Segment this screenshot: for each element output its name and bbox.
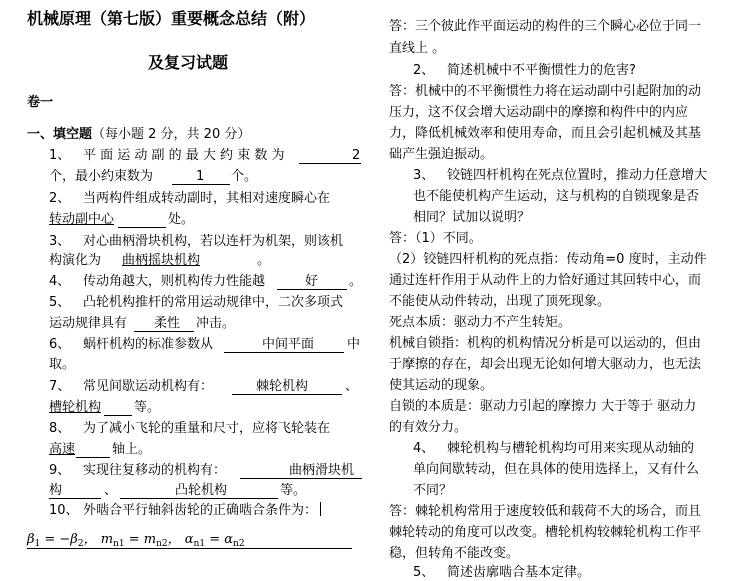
- q1-text-b: 个，最小约束数为: [49, 169, 154, 184]
- formula-underline: [27, 548, 352, 549]
- rq2-num: 2、: [413, 63, 435, 78]
- q9-answer-a2: 构: [49, 483, 63, 498]
- section-heading: [27, 126, 250, 143]
- q1-num: 1、: [49, 148, 71, 163]
- q9-text-a: 实现往复移动的机构有：: [83, 463, 227, 478]
- rq5-text: 简述齿廓啮合基本定律。: [447, 565, 591, 580]
- rq5-num: 5、: [413, 565, 435, 580]
- q3-text-b: 构演化为: [49, 253, 102, 268]
- rq4-line-c: 不同？: [413, 483, 453, 498]
- alpha-symbol: α: [184, 532, 194, 547]
- q10-text-a: [83, 502, 321, 519]
- ans4-line-a: 答：棘轮机构常用于速度较低和载荷不大的场合，而且: [389, 504, 702, 519]
- alpha-sub-1: n1: [193, 539, 206, 549]
- section-note: （每小题 2 分，共 20 分）: [92, 127, 251, 142]
- q4-num: 4、: [49, 274, 71, 289]
- q5-text-b: 运动规律具有: [49, 316, 128, 331]
- formula-eq-2: = m: [128, 532, 157, 547]
- m-symbol: m: [100, 532, 114, 547]
- q2-blank: [118, 227, 166, 228]
- q8-blank: [76, 457, 110, 458]
- formula-eq-1: = −β: [44, 532, 78, 547]
- beta-sub-2: 2: [77, 539, 84, 549]
- beta-sub-1: 1: [34, 539, 41, 549]
- ans1-line-a: 答：三个彼此作平面运动的构件的三个瞬心必位于同一: [389, 19, 702, 34]
- ans3-line-j: 的有效分力。: [389, 420, 468, 435]
- q6-text-c: 取。: [49, 357, 76, 372]
- doc-title-line1: 机械原理（第七版）重要概念总结（附）: [27, 9, 316, 28]
- q1-text-c: 个。: [231, 169, 258, 184]
- ans3-line-b: （2）铰链四杆机构的死点指：传动角=0 度时，主动件: [389, 252, 707, 267]
- formula-sep-1: ，: [83, 532, 97, 547]
- rq2-text: 简述机械中不平衡惯性力的危害?: [447, 63, 636, 78]
- q3-text-a: 对心曲柄滑块机构，若以连杆为机架，则该机: [83, 234, 344, 249]
- q5-text-a: 凸轮机构推杆的常用运动规律中，二次多项式: [83, 295, 344, 310]
- ans2-line-b: 压力，这不仅会增大运动副中的摩擦和构件中的内应: [389, 105, 689, 120]
- q2-text-b: 处。: [168, 212, 195, 227]
- q2-num: 2、: [49, 191, 71, 206]
- m-sub-1: n1: [113, 539, 125, 549]
- q8-answer: 高速: [49, 442, 76, 457]
- q5-text-c: 冲击。: [196, 316, 236, 331]
- q6-answer: 中间平面: [262, 337, 315, 352]
- alpha-sub-2: n2: [233, 539, 245, 549]
- q6-text-b: 中: [347, 337, 361, 352]
- q1-text-a: 平 面 运 动 副 的 最 大 约 束 数 为: [83, 148, 285, 163]
- ans3-line-d: 不能使从动件转动，出现了顶死现象。: [389, 294, 611, 309]
- q4-answer: 好: [305, 274, 319, 289]
- q9-answer-a: 曲柄滑块机: [289, 463, 355, 478]
- q10-num: 10、: [49, 503, 79, 518]
- q7-blank-b: [104, 415, 132, 416]
- q3-answer: 曲柄摇块机构: [122, 253, 201, 268]
- q4-text-b: 。: [349, 274, 363, 289]
- rq3-line-b: 也不能使机构产生运动，这与机构的自锁现象是否: [413, 189, 700, 204]
- q8-text-b: 轴上。: [112, 442, 152, 457]
- doc-title-line2: 及复习试题: [148, 53, 229, 72]
- m-sub-2: n2: [156, 539, 168, 549]
- rq3-num: 3、: [413, 168, 435, 183]
- q9-answer-b: 凸轮机构: [175, 483, 228, 498]
- q7-num: 7、: [49, 379, 71, 394]
- formula-sep-2: ，: [167, 532, 181, 547]
- q1-answer-b: 1: [196, 169, 205, 184]
- q9-text-b: 等。: [280, 483, 307, 498]
- q9-sep: 、: [104, 483, 118, 498]
- ans3-line-f: 机械自锁指：机构的机构情况分析是可以运动的，但由: [389, 336, 702, 351]
- ans3-line-e: 死点本质：驱动力不产生转矩。: [389, 315, 572, 330]
- ans3-line-g: 于摩擦的存在，却会出现无论如何增大驱动力，也无法: [389, 357, 702, 372]
- ans1-line-b: 直线上 。: [389, 41, 446, 56]
- rq4-line-b: 单向间歇转动，但在具体的使用选择上，又有什么: [413, 462, 700, 477]
- q3-text-c: 。: [257, 253, 271, 268]
- q5-num: 5、: [49, 295, 71, 310]
- ans3-line-c: 通过连杆作用于从动件上的力恰好通过其回转中心，而: [389, 273, 702, 288]
- ans4-line-b: 棘轮转动的角度可以改变。槽轮机构较棘轮机构工作平: [389, 525, 702, 540]
- q1-answer-a: 2: [352, 148, 361, 163]
- q7-answer-b: 槽轮机构: [49, 400, 102, 415]
- q2-text-a: 当两构件组成转动副时，其相对速度瞬心在: [83, 191, 331, 206]
- meshing-condition-formula: [27, 531, 245, 553]
- q8-text-a: 为了减小飞轮的重量和尺寸，应将飞轮装在: [83, 421, 331, 436]
- q7-text-a: 常见间歇运动机构有：: [83, 379, 214, 394]
- rq3-line-a: 铰链四杆机构在死点位置时，推动力任意增大: [447, 168, 708, 183]
- rq4-line-a: 棘轮机构与槽轮机构均可用来实现从动轴的: [447, 441, 695, 456]
- ans3-line-i: 自锁的本质是：驱动力引起的摩擦力 大于等于 驱动力: [389, 399, 697, 414]
- section-title: 一、填空题: [27, 127, 93, 142]
- beta-symbol-1: β: [27, 532, 35, 547]
- text-cursor: [320, 502, 321, 516]
- q2-answer: 转动副中心: [49, 212, 115, 227]
- ans2-line-a: 答：机械中的不平衡惯性力将在运动副中引起附加的动: [389, 84, 702, 99]
- q5-answer: 柔性: [154, 316, 181, 331]
- formula-eq-3: = α: [209, 532, 234, 547]
- rq3-line-c: 相同？试加以说明？: [413, 210, 531, 225]
- q10-text-a-label: 外啮合平行轴斜齿轮的正确啮合条件为：: [83, 503, 318, 518]
- ans2-line-c: 力，降低机械效率和使用寿命，而且会引起机械及其基: [389, 126, 702, 141]
- q7-answer-a: 棘轮机构: [256, 379, 309, 394]
- ans2-line-d: 础产生强迫振动。: [389, 147, 494, 162]
- ans3-line-a: 答：（1）不同。: [389, 231, 482, 246]
- q7-text-b: 等。: [134, 400, 161, 415]
- ans3-line-h: 使其运动的现象。: [389, 378, 494, 393]
- q3-num: 3、: [49, 234, 71, 249]
- q8-num: 8、: [49, 421, 71, 436]
- q6-num: 6、: [49, 337, 71, 352]
- q9-num: 9、: [49, 463, 71, 478]
- q9-blank-a2: [49, 498, 101, 499]
- q6-text-a: 蜗杆机构的标准参数从: [83, 337, 214, 352]
- ans4-line-c: 稳，但转角不能改变。: [389, 546, 520, 561]
- q7-sep: 、: [345, 379, 359, 394]
- volume-label: 卷一: [27, 95, 54, 110]
- rq4-num: 4、: [413, 441, 435, 456]
- q4-text-a: 传动角越大，则机构传力性能越: [83, 274, 266, 289]
